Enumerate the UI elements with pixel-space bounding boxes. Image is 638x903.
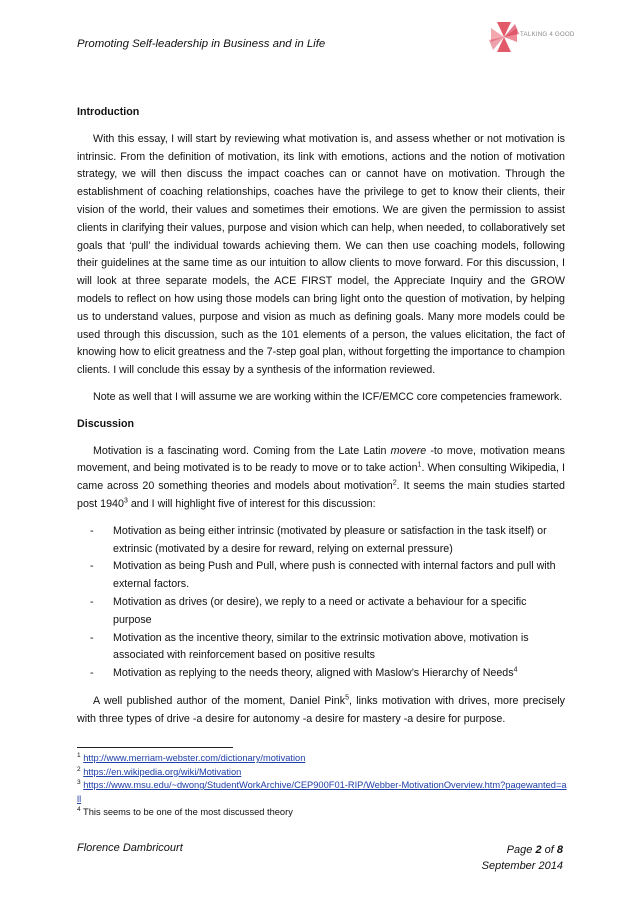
talking4good-logo bbox=[487, 20, 575, 54]
running-header-title: Promoting Self-leadership in Business and in Life bbox=[77, 38, 326, 50]
footnote-number: 2 bbox=[77, 765, 81, 773]
page-body bbox=[77, 104, 565, 738]
introduction-heading: Introduction bbox=[77, 106, 140, 118]
dash-marker: - bbox=[90, 560, 94, 573]
list-item bbox=[77, 665, 565, 683]
footnote-link[interactable]: https://en.wikipedia.org/wiki/Motivation bbox=[83, 766, 242, 777]
list-item-text: Motivation as drives (or desire), we reply to a need or activate a behaviour for a specific purpose bbox=[113, 595, 527, 626]
discussion-heading: Discussion bbox=[77, 417, 135, 430]
logo-star-icon bbox=[487, 20, 521, 54]
text-run: Motivation is a fascinating word. Coming from the Late Latin bbox=[93, 444, 391, 457]
page-number bbox=[482, 842, 563, 858]
footnote bbox=[77, 779, 567, 806]
text-run: , links motivation with drives, more precisely with three types of drive -a desire for autonomy -a desire for mastery -a desire for purpose. bbox=[77, 694, 565, 725]
dash-marker: - bbox=[90, 667, 94, 680]
text-run: and I will highlight five of interest for this discussion: bbox=[127, 497, 376, 510]
footnote-link[interactable]: https://www.msu.edu/~dwong/StudentWorkArchive/CEP900F01-RIP/Webber-MotivationOverview.htm?pagewanted=all bbox=[77, 780, 567, 804]
footnote-separator bbox=[77, 747, 233, 748]
intro-paragraph-2: Note as well that I will assume we are working within the ICF/EMCC core competencies framework. bbox=[93, 390, 563, 403]
footnote-text: This seems to be one of the most discussed theory bbox=[83, 807, 293, 818]
discussion-paragraph-1 bbox=[77, 443, 565, 514]
footnote-number: 1 bbox=[77, 751, 81, 759]
text-run: -to move, motivation means movement, and being motivated is to be ready to move or to take action bbox=[77, 444, 565, 475]
footnote-ref-1: 1 bbox=[417, 461, 422, 469]
list-item bbox=[77, 558, 565, 594]
dash-marker: - bbox=[90, 595, 94, 608]
footnote bbox=[77, 752, 567, 766]
list-item-text: Motivation as replying to the needs theory, aligned with Maslow’s Hierarchy of Needs bbox=[113, 667, 514, 680]
footnote-number: 3 bbox=[77, 779, 81, 787]
page-total: 8 bbox=[556, 844, 563, 856]
page-current: 2 bbox=[535, 844, 542, 856]
footer-date: September 2014 bbox=[481, 860, 563, 872]
footer-author: Florence Dambricourt bbox=[77, 842, 183, 854]
footnote-number: 4 bbox=[77, 806, 81, 814]
footnote-ref-5: 5 bbox=[345, 694, 349, 702]
footnote-link[interactable]: http://www.merriam-webster.com/dictionary/motivation bbox=[83, 753, 306, 763]
list-item bbox=[77, 594, 565, 630]
intro-paragraph-1: With this essay, I will start by reviewing what motivation is, and assess whether or not motivation is intrinsic. From the definition of motivation, its link with emotions, actions and the notion of motivation strategy, we will then discuss the impact coaches can or cannot have on motivation. Through the establishment of coaching relationships, coaches have the privilege to get to know their clients, their vision of the world, their values and sometimes their emotions. We are given the permission to assist clients in clarifying their values, purpose and vision which can help, when needed, to collaboratively set goals that ‘pull’ the individual towards achieving them. We can then use coaching models, following their guidelines at the same time as our intuition to allow clients to move forward. For this discussion, I will look at three separate models, the ACE FIRST model, the Appreciate Inquiry and the GROW models to reflect on how using those models can bring light onto the question of motivation, by helping us to understand values, purpose and vision as much as defining goals. Many more models could be used through this discussion, such as the 101 elements of a person, the values elicitation, the fact of knowing how to elicit greatness and the 7-step goal plan, without forgetting the importance to champion clients. I will conclude this essay by a synthesis of the information reviewed. bbox=[77, 132, 565, 377]
footnote bbox=[77, 806, 567, 820]
page-of: of bbox=[544, 844, 554, 856]
list-item bbox=[77, 630, 565, 666]
footnote-ref-2: 2 bbox=[392, 479, 397, 487]
list-item-text: Motivation as being either intrinsic (motivated by pleasure or satisfaction in the task itself) or extrinsic (motivated by a desire for reward, relying on external pressure) bbox=[113, 524, 547, 555]
logo-text: TALKING 4 GOOD bbox=[520, 31, 575, 38]
footer-page-info bbox=[482, 842, 563, 874]
text-run: . When consulting Wikipedia, I came across 20 something theories and models about motivation bbox=[77, 462, 565, 493]
dash-marker: - bbox=[90, 631, 94, 644]
footnote-ref-4: 4 bbox=[513, 666, 518, 674]
discussion-paragraph-2 bbox=[77, 693, 565, 729]
list-item-text: Motivation as the incentive theory, similar to the extrinsic motivation above, motivation is associated with reinforcement based on positive results bbox=[113, 631, 529, 662]
dash-marker: - bbox=[90, 524, 94, 537]
list-item-text: Motivation as being Push and Pull, where push is connected with internal factors and pull with external factors. bbox=[113, 560, 556, 591]
latin-term: movere bbox=[390, 444, 427, 457]
motivation-theories-list bbox=[77, 523, 565, 683]
page-label: Page bbox=[506, 844, 533, 856]
footnote bbox=[77, 766, 567, 780]
text-run: A well published author of the moment, Daniel Pink bbox=[93, 694, 346, 707]
footnotes bbox=[77, 752, 567, 820]
text-run: . It seems the main studies started post 1940 bbox=[77, 480, 566, 510]
footnote-ref-3: 3 bbox=[123, 497, 128, 505]
list-item bbox=[77, 523, 565, 559]
